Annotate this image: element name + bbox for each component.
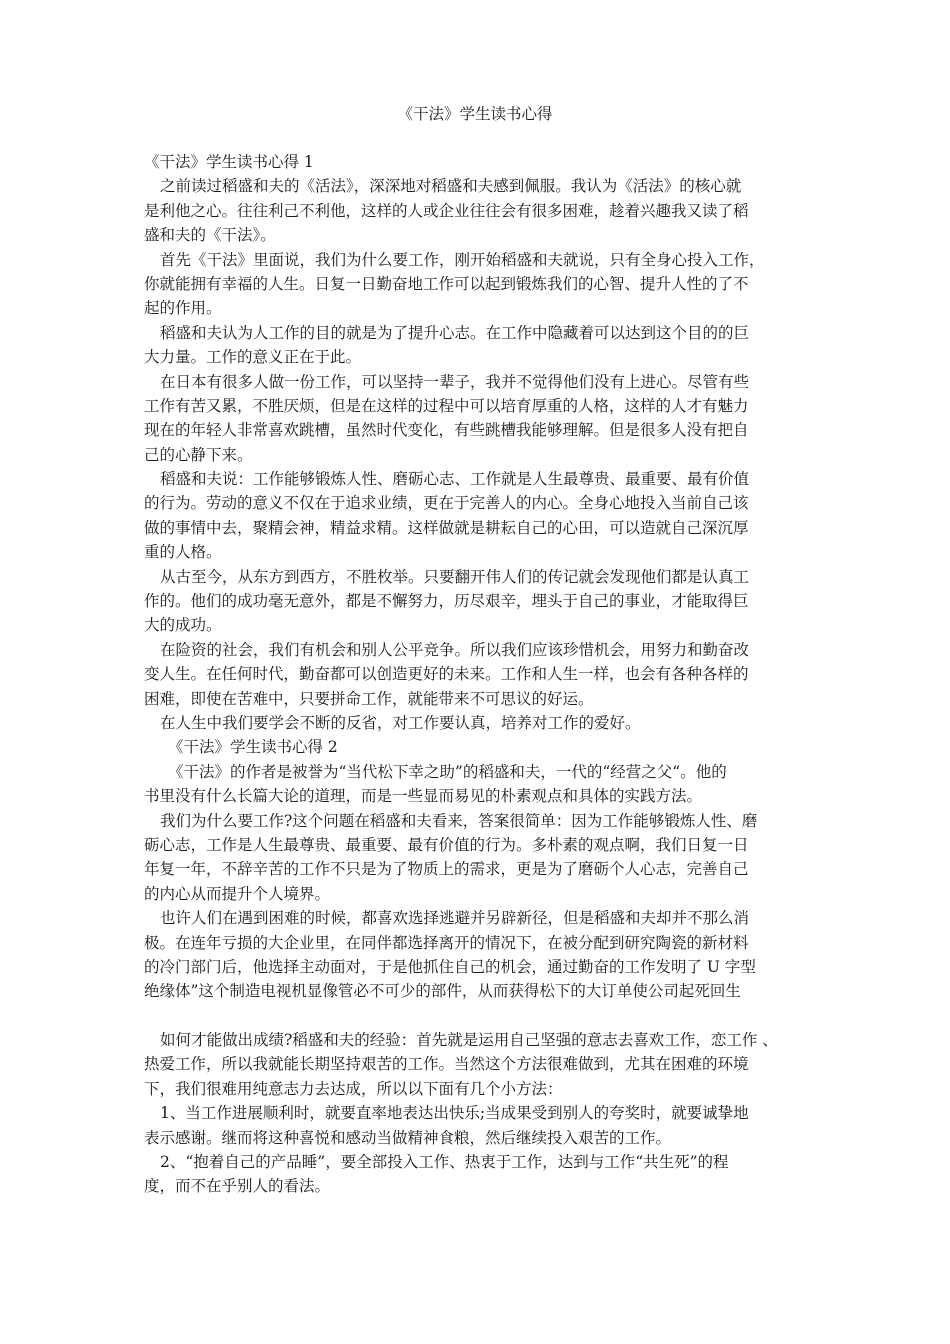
text-line: 也许人们在遇到困难的时候，都喜欢选择逃避并另辟新径，但是稻盛和夫却并不那么消: [160, 909, 750, 928]
text-line: 稻盛和夫说：工作能够锻炼人性、磨砺心志、工作就是人生最尊贵、最重要、最有价值: [160, 470, 750, 489]
text-line: 是利他之心。往往利己不利他，这样的人或企业往往会有很多困难，趁着兴趣我又读了稻: [144, 201, 749, 220]
text-line: 困难，即使在苦难中，只要拼命工作，就能带来不可思议的好运。: [144, 689, 594, 708]
section-heading: 《干法》学生读书心得 2: [168, 738, 338, 757]
text-line: 在日本有很多人做一份工作，可以坚持一辈子，我并不觉得他们没有上进心。尽管有些: [160, 372, 750, 391]
text-line: 在人生中我们要学会不断的反省，对工作要认真，培养对工作的爱好。: [160, 713, 641, 732]
text-line: 重的人格。: [144, 543, 222, 562]
document-title: 《干法》学生读书心得: [397, 105, 553, 123]
text-line: 表示感谢。继而将这种喜悦和感动当做精神食粮，然后继续投入艰苦的工作。: [144, 1128, 672, 1147]
text-line: 在险资的社会，我们有机会和别人公平竞争。所以我们应该珍惜机会，用努力和勤奋改: [160, 640, 750, 659]
text-line: 工作有苦又累，不胜厌烦，但是在这样的过程中可以培育厚重的人格，这样的人才有魅力: [144, 396, 749, 415]
text-line: 从古至今，从东方到西方，不胜枚举。只要翻开伟人们的传记就会发现他们都是认真工: [160, 567, 750, 586]
document-body: [144, 150, 816, 1199]
blank-line: [144, 1004, 816, 1028]
text-line: 的内心从而提升个人境界。: [144, 884, 331, 903]
text-line: 现在的年轻人非常喜欢跳槽，虽然时代变化，有些跳槽我能够理解。但是很多人没有把自: [144, 421, 749, 440]
text-line: 下，我们很难用纯意志力去达成，所以以下面有几个小方法：: [144, 1079, 563, 1098]
section-heading: 《干法》学生读书心得 1: [144, 153, 314, 171]
text-line: 2、“抱着自己的产品睡”，要全部投入工作、热衷于工作，达到与工作“共生死”的程: [160, 1153, 729, 1172]
text-line: 起的作用。: [144, 299, 222, 318]
text-line: 的冷门部门后，他选择主动面对，于是他抓住自己的机会，通过勤奋的工作发明了 U 字型: [144, 957, 756, 976]
text-line: 作的。他们的成功毫无意外，都是不懈努力，历尽艰辛，埋头于自己的事业，才能取得巨: [144, 592, 749, 611]
text-line: 我们为什么要工作?这个问题在稻盛和夫看来，答案很简单：因为工作能够锻炼人性、磨: [160, 811, 758, 830]
text-line: 做的事情中去，聚精会神，精益求精。这样做就是耕耘自己的心田，可以造就自己深沉厚: [144, 518, 749, 537]
text-line: 你就能拥有幸福的人生。日复一日勤奋地工作可以起到锻炼我们的心智、提升人性的了不: [144, 274, 749, 293]
text-line: 热爱工作，所以我就能长期坚持艰苦的工作。当然这个方法很难做到，尤其在困难的环境: [144, 1055, 749, 1074]
text-line: 己的心静下来。: [144, 445, 253, 464]
text-line: 首先《干法》里面说，我们为什么要工作，刚开始稻盛和夫就说，只有全身心投入工作，: [160, 250, 765, 269]
text-line: 的行为。劳动的意义不仅在于追求业绩，更在于完善人的内心。全身心地投入当前自己该: [144, 494, 749, 513]
text-line: 极。在连年亏损的大企业里，在同伴都选择离开的情况下，在被分配到研究陶瓷的新材料: [144, 933, 749, 952]
text-line: 如何才能做出成绩?稻盛和夫的经验：首先就是运用自己坚强的意志去喜欢工作，恋工作 、: [160, 1031, 778, 1050]
text-line: 大的成功。: [144, 616, 222, 635]
text-line: 年复一年，不辞辛苦的工作不只是为了物质上的需求，更是为了磨砺个人心志，完善自己: [144, 860, 749, 879]
text-line: 盛和夫的《干法》。: [144, 226, 276, 245]
text-line: 稻盛和夫认为人工作的目的就是为了提升心志。在工作中隐藏着可以达到这个目的的巨: [160, 323, 750, 342]
text-line: 大力量。工作的意义正在于此。: [144, 348, 362, 367]
text-line: 书里没有什么长篇大论的道理，而是一些显而易见的朴素观点和具体的实践方法。: [144, 787, 703, 806]
text-line: 绝缘体”这个制造电视机显像管必不可少的部件，从而获得松下的大订单使公司起死回生: [144, 982, 741, 1001]
text-line: 之前读过稻盛和夫的《活法》，深深地对稻盛和夫感到佩服。我认为《活法》的核心就: [160, 177, 742, 196]
text-line: 1、当工作进展顺利时，就要直率地表达出快乐;当成果受到别人的夸奖时，就要诚挚地: [160, 1104, 749, 1123]
text-line: 度，而不在乎别人的看法。: [144, 1177, 331, 1196]
text-line: 变人生。在任何时代，勤奋都可以创造更好的未来。工作和人生一样，也会有各种各样的: [144, 665, 749, 684]
text-line: 《干法》的作者是被誉为“当代松下幸之助”的稻盛和夫，一代的“经营之父“。他的: [168, 762, 727, 781]
text-line: 砺心志，工作是人生最尊贵、最重要、最有价值的行为。多朴素的观点啊，我们日复一日: [144, 835, 749, 854]
